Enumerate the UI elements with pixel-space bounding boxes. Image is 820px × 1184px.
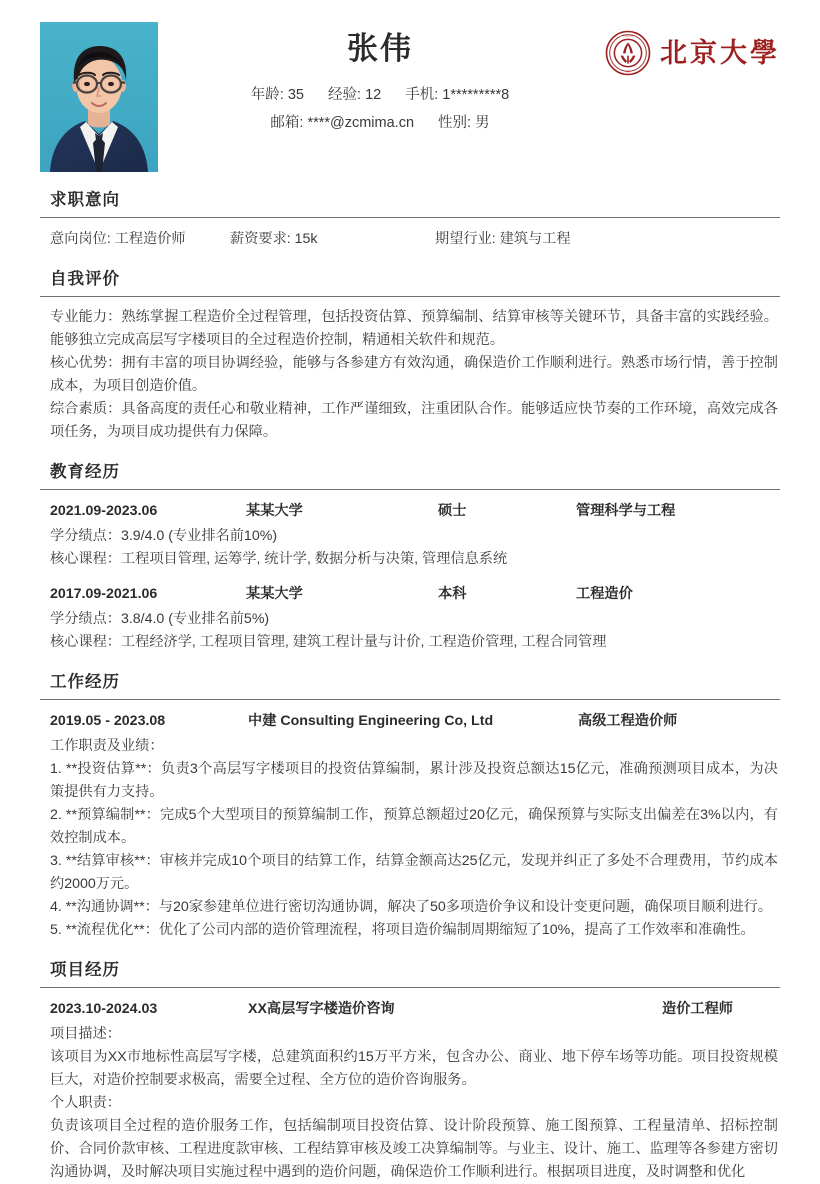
- education-degree: 硕士: [438, 503, 467, 520]
- project-duty: 负责该项目全过程的造价服务工作，包括编制项目投资估算、设计阶段预算、施工图预算、工程量清单、招标控制价、合同价款审核、工程进度款审核、工程结算审核及竣工决算编制等。与业主、设计、施工、监理等各参建方密切沟通协调，及时解决项目实施过程中遇到的造价问题，确保造价工作顺利进行。根据项目进度，及时调整和优化: [50, 1117, 778, 1180]
- education-date: 2017.09-2021.06: [50, 585, 158, 602]
- work-position: 高级工程造价师: [578, 712, 678, 729]
- work-bullet: 2. **预算编制**：完成5个大型项目的预算编制工作，预算总额超过20亿元，确保预算与实际支出偏差在3%以内，有效控制成本。: [50, 806, 778, 846]
- school-logo: [612, 22, 780, 76]
- education-courses: 核心课程：工程经济学, 工程项目管理, 建筑工程计量与计价, 工程造价管理, 工程合同管理: [50, 633, 607, 650]
- contact-line-1: [158, 81, 602, 109]
- section-title-work-experience: 工作经历: [50, 672, 120, 691]
- school-name: 北京大學: [660, 37, 780, 68]
- education-entry: [40, 499, 780, 571]
- education-degree: 本科: [438, 585, 467, 602]
- work-bullet: 5. **流程优化**：优化了公司内部的造价管理流程，将项目造价编制周期缩短了10%，提高了工作效率和准确性。: [50, 921, 755, 938]
- contact-experience: 经验: 12: [328, 87, 382, 104]
- project-description: 该项目为XX市地标性高层写字楼，总建筑面积约15万平方米，包含办公、商业、地下停车场等功能。项目投资规模巨大，对造价控制要求极高，需要全过程、全方位的造价咨询服务。: [50, 1048, 778, 1088]
- project-duty-label: 个人职责：: [50, 1094, 121, 1111]
- education-entry: [40, 582, 780, 654]
- section-divider: [40, 217, 780, 218]
- intent-industry: 期望行业: 建筑与工程: [435, 231, 571, 247]
- education-school: 某某大学: [246, 585, 303, 602]
- section-work-experience: [40, 668, 780, 942]
- work-date: 2019.05 - 2023.08: [50, 712, 166, 729]
- project-date: 2023.10-2024.03: [50, 1000, 158, 1017]
- contact-age: 年龄: 35: [250, 87, 304, 104]
- section-education: [40, 458, 780, 654]
- section-divider: [40, 489, 780, 490]
- education-entry-head: [40, 582, 780, 607]
- section-title-self-evaluation: 自我评价: [50, 270, 120, 289]
- contact-gender: 性别: 男: [438, 115, 490, 132]
- job-intent-fields: [40, 227, 780, 251]
- self-evaluation-paragraph: 核心优势：拥有丰富的项目协调经验，能够与各参建方有效沟通，确保造价工作顺利进行。熟悉市场行情，善于控制成本，为项目创造价值。: [50, 355, 778, 395]
- header-identity: [158, 22, 612, 138]
- section-divider: [40, 987, 780, 988]
- education-entry-head: [40, 499, 780, 524]
- section-title-job-intent: 求职意向: [50, 191, 120, 209]
- work-bullet: 1. **投资估算**：负责3个高层写字楼项目的投资估算编制，累计涉及投资总额达15亿元，准确预测项目成本，为决策提供有力支持。: [50, 760, 778, 800]
- education-major: 工程造价: [576, 585, 633, 602]
- university-seal-icon: [605, 30, 651, 76]
- section-title-project-experience: 项目经历: [50, 960, 120, 979]
- section-title-education: 教育经历: [50, 463, 120, 482]
- education-gpa: 学分绩点：3.8/4.0 (专业排名前5%): [50, 610, 270, 627]
- project-entry: [40, 997, 780, 1184]
- work-bullet: 3. **结算审核**：审核并完成10个项目的结算工作，结算金额高达25亿元，发现并纠正了多处不合理费用，节约成本约2000万元。: [50, 852, 778, 892]
- contact-email: 邮箱: ****@zcmima.cn: [270, 115, 415, 132]
- education-major: 管理科学与工程: [576, 503, 676, 520]
- self-evaluation-paragraph: 综合素质：具备高度的责任心和敬业精神，工作严谨细致，注重团队合作。能够适应快节奏的工作环境，高效完成各项任务，为项目成功提供有力保障。: [50, 401, 778, 441]
- resume-header: [40, 0, 780, 172]
- section-job-intent: [40, 186, 780, 251]
- project-entry-head: [40, 997, 780, 1022]
- contact-line-2: [158, 109, 602, 137]
- section-divider: [40, 296, 780, 297]
- contact-phone: 手机: 1*********8: [405, 87, 510, 104]
- work-bullet: 4. **沟通协调**：与20家参建单位进行密切沟通协调，解决了50多项造价争议和设计变更问题，确保项目顺利进行。: [50, 898, 773, 915]
- work-entry-head: [40, 709, 780, 734]
- project-name: XX高层写字楼造价咨询: [248, 1000, 395, 1017]
- project-position: 造价工程师: [662, 1000, 733, 1017]
- intent-position: 意向岗位: 工程造价师: [50, 231, 186, 247]
- section-project-experience: [40, 956, 780, 1184]
- education-gpa: 学分绩点：3.9/4.0 (专业排名前10%): [50, 527, 278, 544]
- work-company: 中建 Consulting Engineering Co, Ltd: [248, 712, 494, 729]
- education-date: 2021.09-2023.06: [50, 503, 158, 520]
- work-bullet-list: [40, 758, 780, 942]
- svg-text:PEKING: PEKING: [623, 34, 633, 38]
- work-intro-label: 工作职责及业绩：: [50, 737, 164, 754]
- svg-text:1898: 1898: [625, 70, 631, 74]
- education-courses: 核心课程：工程项目管理, 运筹学, 统计学, 数据分析与决策, 管理信息系统: [50, 550, 508, 567]
- work-entry: [40, 709, 780, 942]
- education-school: 某某大学: [246, 503, 303, 520]
- self-evaluation-paragraph: 专业能力：熟练掌握工程造价全过程管理，包括投资估算、预算编制、结算审核等关键环节，具备丰富的实践经验。能够独立完成高层写字楼项目的全过程造价控制，精通相关软件和规范。: [50, 309, 778, 349]
- intent-salary: 薪资要求: 15k: [230, 231, 318, 247]
- section-self-evaluation: [40, 265, 780, 444]
- page-title: 张伟: [347, 31, 413, 66]
- section-divider: [40, 699, 780, 700]
- project-description-label: 项目描述：: [50, 1025, 121, 1042]
- applicant-photo: [40, 22, 158, 172]
